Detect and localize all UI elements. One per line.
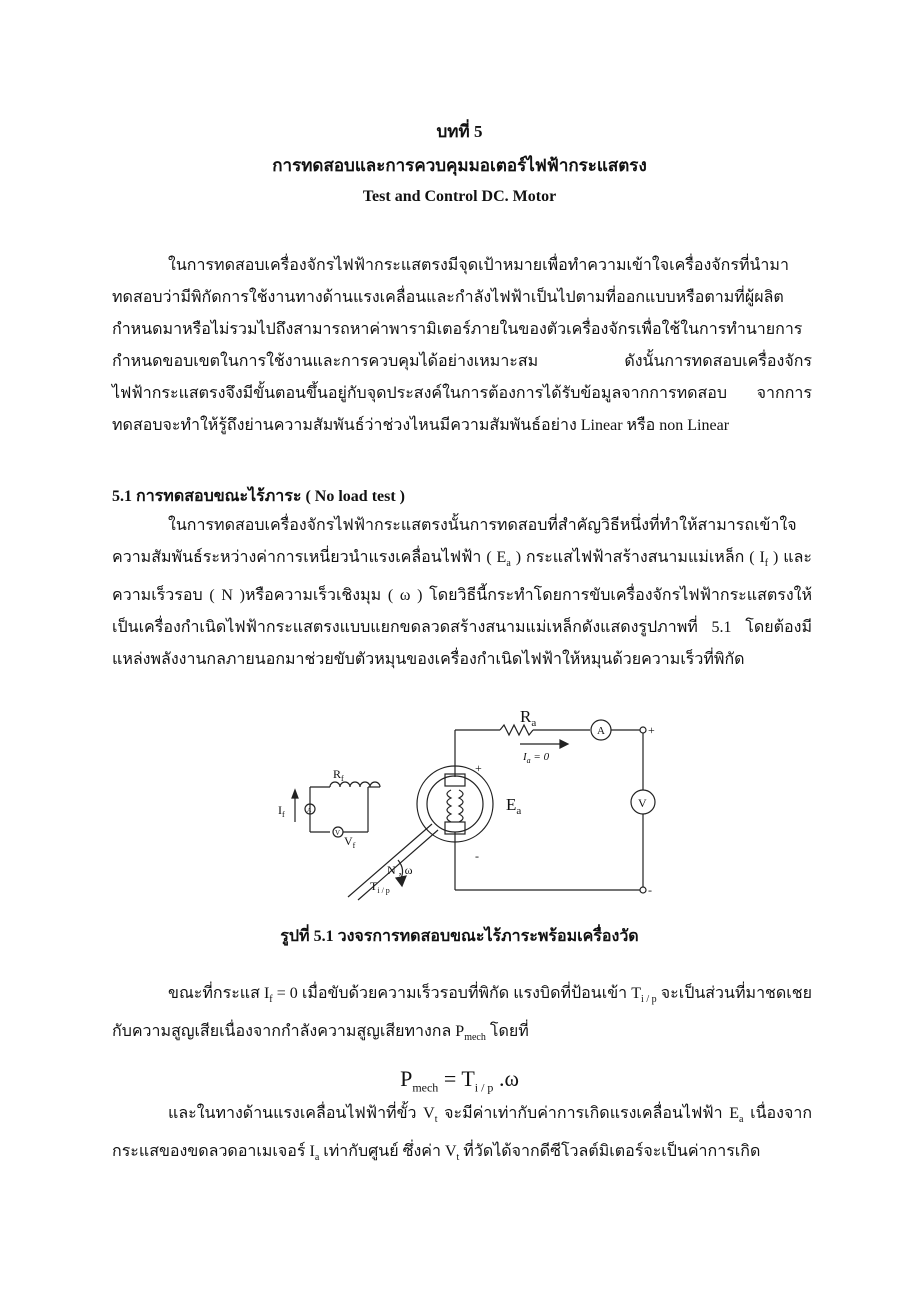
text-run: ) และความเร็วรอบ ( N )หรือความเร็วเชิงมุม ( ω ) โดยวิธีนี้กระทำโดยการขับเครื่องจักรไฟฟ้ากระแสตรงให้เป็นเครื่องกำเนิดไฟฟ้ากระแสตรงแบบแยกขดลวดสร้างสนามแม่เหล็กดังแสดงรูปภาพที่ 5.1 โดยต้องมีแหล่งพลังงานกลภายนอกมาช่วยขับตัวหมุนของเครื่องกำเนิดไฟฟ้าให้หมุนด้วยความเร็วที่พิกัด — [112, 549, 812, 669]
field-coil — [330, 782, 380, 787]
paragraph-no-load — [112, 978, 812, 1054]
paragraph-terminal-voltage — [112, 1098, 812, 1174]
subscript: i / p — [474, 1080, 494, 1095]
label-field-voltmeter: V — [335, 829, 341, 837]
label-minus-motor: - — [475, 849, 479, 863]
text-run: เท่ากับศูนย์ ซึ่งค่า V — [319, 1143, 457, 1161]
label-torque: $T_{i / p}$ — [370, 879, 390, 895]
chapter-number: บทที่ 5 — [436, 122, 483, 141]
label-voltmeter: V — [638, 796, 647, 810]
text-run: โดยที่ — [485, 1023, 529, 1041]
subscript: f — [764, 558, 769, 570]
rotation-arrow-head — [396, 876, 406, 886]
equation-lhs: P — [400, 1066, 413, 1091]
current-arrow-head — [560, 740, 568, 748]
label-ia: $I_a = 0$ — [523, 751, 550, 765]
equation-rhs: .ω — [493, 1066, 519, 1091]
label-ammeter: A — [597, 725, 605, 737]
section-paragraph — [112, 510, 812, 676]
field-current-arrow-head — [292, 790, 298, 798]
chapter-title-english: Test and Control DC. Motor — [362, 188, 557, 205]
label-if: $I_f$ — [278, 803, 285, 819]
shaft — [348, 824, 432, 897]
label-plus-motor: + — [475, 761, 482, 775]
subscript: i / p — [640, 994, 657, 1006]
motor-winding-left — [447, 790, 451, 822]
positive-terminal — [640, 727, 646, 733]
motor-body — [417, 766, 493, 842]
motor-winding-right — [459, 790, 463, 822]
label-minus-terminal: - — [648, 883, 652, 897]
subscript: a — [739, 1114, 744, 1126]
chapter-title-thai: การทดสอบและการควบคุมมอเตอร์ไฟฟ้ากระแสตรง — [272, 156, 647, 175]
text-run: ขณะที่กระแส I — [168, 985, 270, 1002]
label-rf: $R_f$ — [333, 767, 344, 783]
motor-armature — [427, 776, 483, 832]
figure-caption: รูปที่ 5.1 วงจรการทดสอบขณะไร้ภาระพร้อมเครื่องวัด — [280, 928, 639, 945]
label-field-ammeter: A — [307, 808, 312, 814]
label-ea: $E_a$ — [506, 795, 522, 817]
label-vf: $V_f$ — [344, 834, 356, 850]
subscript: mech — [464, 1032, 486, 1044]
subscript: f — [269, 994, 273, 1006]
text-run: ) กระแสไฟฟ้าสร้างสนามแม่เหล็ก ( I — [510, 549, 765, 566]
text-run: จะเป็นส่วนที่มาชดเชยกับความสูญเสียเนื่องจากกำลังความสูญเสียทางกล P — [112, 985, 813, 1041]
subscript: a — [314, 1152, 320, 1164]
text-run: = 0 เมื่อขับด้วยความเร็วรอบที่พิกัด แรงบิดที่ป้อนเข้า T — [272, 985, 641, 1002]
text-run: จะมีค่าเท่ากับค่าการเกิดแรงเคลื่อนไฟฟ้า E — [437, 1105, 740, 1122]
subscript: a — [506, 558, 511, 570]
circuit-diagram — [270, 692, 670, 902]
section-heading: 5.1 การทดสอบขณะไร้ภาระ ( No load test ) — [112, 488, 406, 505]
subscript: t — [434, 1114, 438, 1126]
text-run: และในทางด้านแรงเคลื่อนไฟฟ้าที่ขั้ว V — [168, 1105, 435, 1122]
equation-pmech — [0, 1066, 919, 1095]
intro-paragraph: ในการทดสอบเครื่องจักรไฟฟ้ากระแสตรงมีจุดเป้าหมายเพื่อทำความเข้าใจเครื่องจักรที่นำมาทดสอบว่ามีพิกัดการใช้งานทางด้านแรงเคลื่อนและกำลังไฟฟ้าเป็นไปตามที่ออกแบบหรือตามที่ผู้ผลิตกำหนดมาหรือไม่รวมไปถึงสามารถหาค่าพารามิเตอร์ภายในของตัวเครื่องจักรเพื่อใช้ในการทำนายการกำหนดขอบเขตในการใช้งานและการควบคุมได้อย่างเหมาะสม ดังนั้นการทดสอบเครื่องจักรไฟฟ้ากระแสตรงจึงมีขั้นตอนขึ้นอยู่กับจุดประสงค์ในการต้องการได้รับข้อมูลจากการทดสอบ จากการทดสอบจะทำให้รู้ถึงย่านความสัมพันธ์ว่าช่วงไหนมีความสัมพันธ์อย่าง Linear หรือ non Linear — [112, 257, 812, 434]
equation-equals: = T — [438, 1066, 475, 1091]
text-run: เนื่องจากกระแสของขดลวดอาเมเจอร์ I — [112, 1105, 812, 1161]
label-ra: $R_a$ — [520, 707, 537, 729]
label-plus-terminal: + — [648, 723, 655, 737]
armature-resistor — [500, 725, 533, 735]
text-run: ที่วัดได้จากดีซีโวลต์มิเตอร์จะเป็นค่าการเกิด — [459, 1143, 761, 1161]
negative-terminal — [640, 887, 646, 893]
subscript: mech — [412, 1080, 439, 1095]
text-run: ในการทดสอบเครื่องจักรไฟฟ้ากระแสตรงนั้นการทดสอบที่สำคัญวิธีหนึ่งที่ทำให้สามารถเข้าใจความสัมพันธ์ระหว่างค่าการเหนี่ยวนำแรงเคลื่อนไฟฟ้า ( E — [112, 517, 797, 566]
label-speed: N , ω — [387, 863, 413, 877]
subscript: t — [456, 1152, 460, 1164]
